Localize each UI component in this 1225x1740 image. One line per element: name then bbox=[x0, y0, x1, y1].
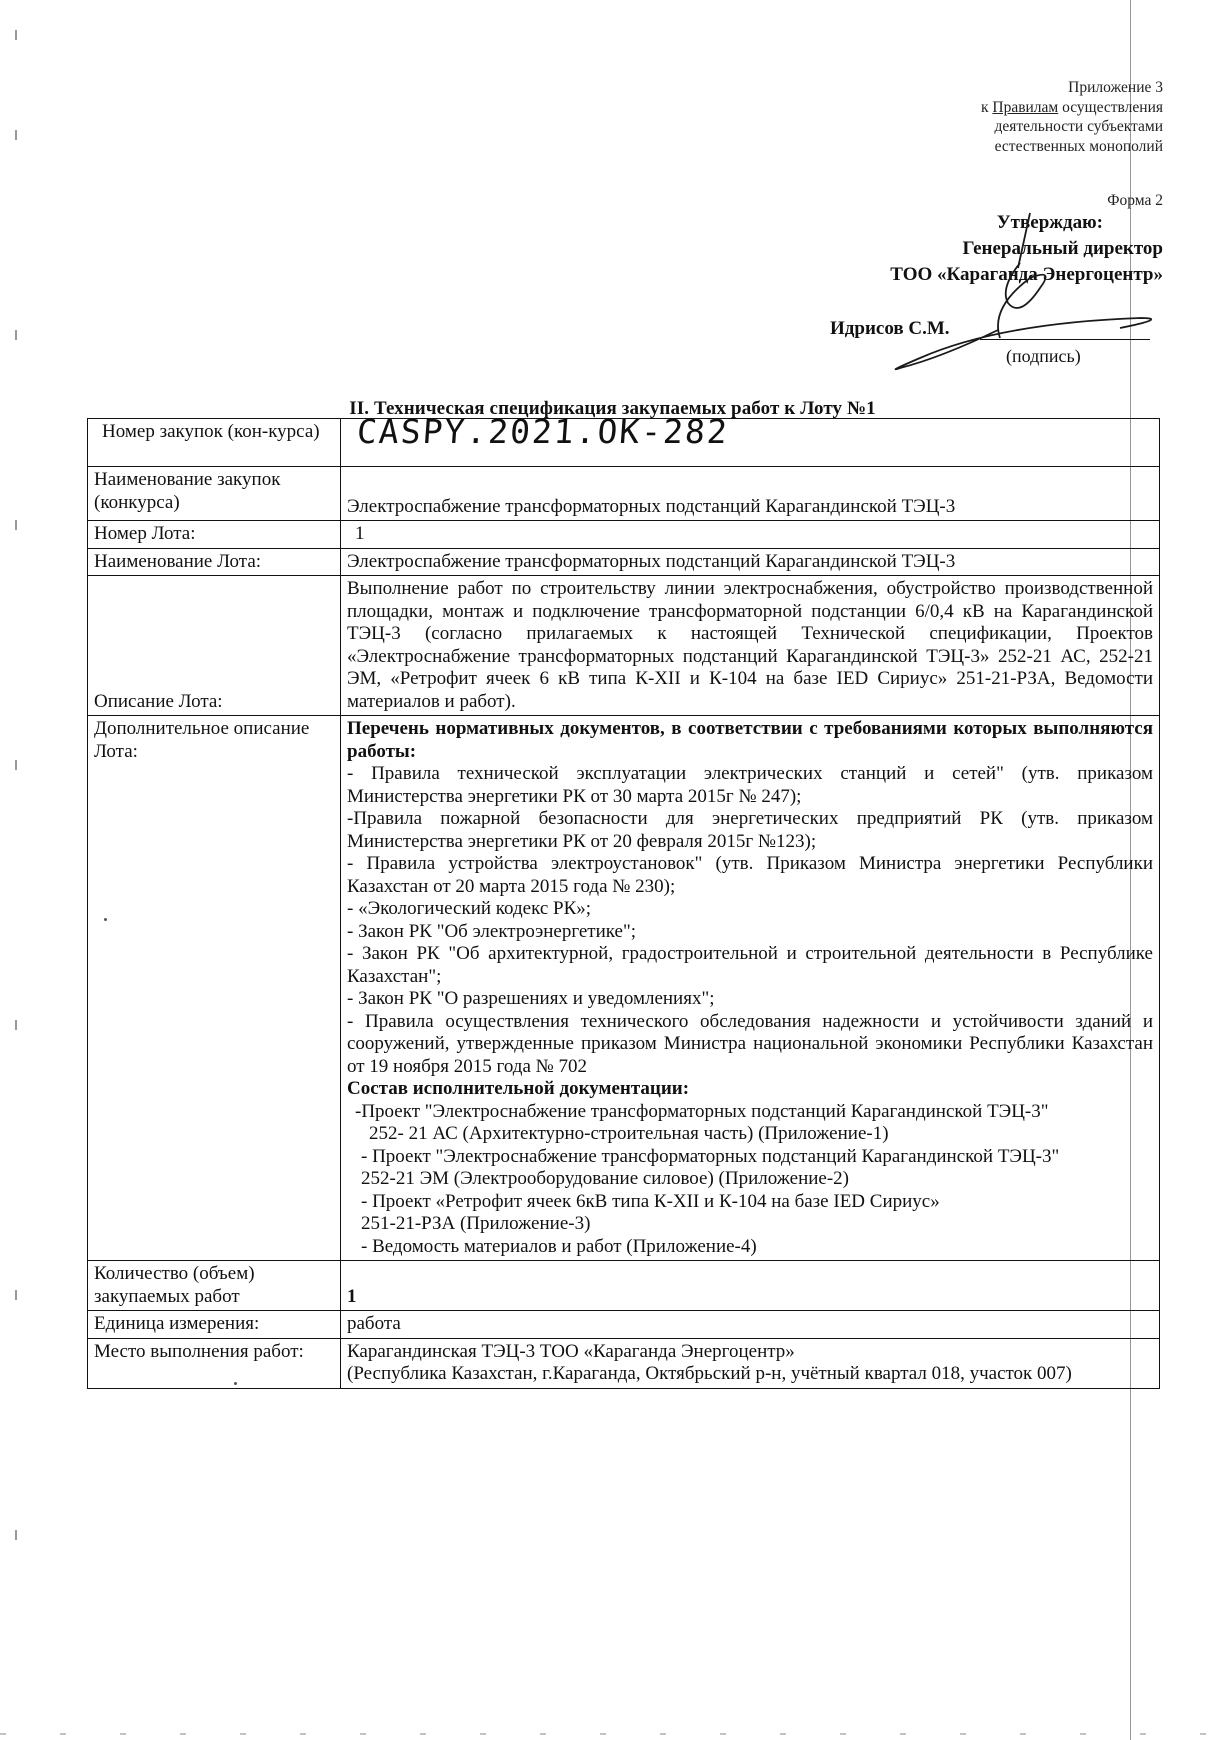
documentation-item: 252- 21 АС (Архитектурно-строительная часть) (Приложение-1) bbox=[369, 1123, 889, 1144]
documentation-heading: Состав исполнительной документации: bbox=[347, 1078, 690, 1099]
lot-number-label: Номер Лота: bbox=[88, 521, 341, 549]
unit-label: Единица измерения: bbox=[88, 1311, 341, 1339]
documentation-item: -Проект "Электроснабжение трансформаторных подстанций Карагандинской ТЭЦ-3" bbox=[355, 1100, 1049, 1122]
normative-item: - Закон РК "О разрешениях и уведомлениях"; bbox=[347, 988, 715, 1009]
scan-noise bbox=[0, 1733, 1225, 1735]
approval-position: Генеральный директор bbox=[962, 238, 1163, 259]
table-row bbox=[88, 576, 1160, 716]
normative-item: - «Экологический кодекс РК»; bbox=[347, 898, 592, 919]
appendix-line bbox=[981, 98, 1163, 118]
table-row bbox=[88, 1261, 1160, 1311]
appendix-suffix: осуществления bbox=[1058, 98, 1163, 116]
table-row bbox=[88, 419, 1160, 467]
scan-mark bbox=[15, 1530, 17, 1540]
scan-mark bbox=[15, 330, 17, 340]
row-value bbox=[341, 521, 1160, 549]
procurement-number-value: CASPY.2021.OK-282 bbox=[355, 412, 731, 451]
appendix-line: деятельности субъектами bbox=[994, 118, 1163, 135]
table-row bbox=[88, 1311, 1160, 1339]
documentation-item: - Ведомость материалов и работ (Приложение-4) bbox=[361, 1235, 757, 1257]
normative-item: - Правила устройства электроустановок" (утв. Приказом Министра энергетики Республики Казахстан от 20 марта 2015 года № 230); bbox=[347, 853, 1153, 897]
table-row bbox=[88, 521, 1160, 549]
signer-name: Идрисов С.М. bbox=[830, 318, 950, 339]
work-location-line: Карагандинская ТЭЦ-3 ТОО «Караганда Энергоцентр» bbox=[347, 1340, 795, 1362]
scan-mark bbox=[15, 30, 17, 40]
lot-description-label: Описание Лота: bbox=[88, 576, 341, 716]
table-row bbox=[88, 467, 1160, 521]
normative-item: - Правила осуществления технического обследования надежности и устойчивости зданий и сооружений, утвержденные приказом Министра национальной экономики Республики Казахстан от 19 ноября 2015 года № 702 bbox=[347, 1010, 1153, 1077]
table-row bbox=[88, 1338, 1160, 1388]
documentation-item: 252-21 ЭМ (Электрооборудование силовое) (Приложение-2) bbox=[361, 1168, 849, 1189]
normative-item: -Правила пожарной безопасности для энергетических предприятий РК (утв. приказом Министерства энергетики РК от 20 февраля 2015г №123); bbox=[347, 808, 1153, 852]
quantity-label: Количество (объем) закупаемых работ bbox=[88, 1261, 341, 1311]
lot-name-label: Наименование Лота: bbox=[88, 548, 341, 576]
work-location-line: (Республика Казахстан, г.Караганда, Октябрьский р-н, учётный квартал 018, участок 007) bbox=[347, 1363, 1072, 1384]
row-value bbox=[341, 412, 1160, 467]
rules-link[interactable]: Правилам bbox=[992, 98, 1059, 116]
specification-table bbox=[87, 412, 1160, 1389]
normative-item: - Закон РК "Об архитектурной, градостроительной и строительной деятельности в Республике Казахстан"; bbox=[347, 943, 1153, 987]
documentation-item: 251-21-РЗА (Приложение-3) bbox=[361, 1213, 591, 1234]
approval-heading: Утверждаю: bbox=[996, 212, 1103, 233]
procurement-name-value: Электроспабжение трансформаторных подстанций Карагандинской ТЭЦ-3 bbox=[341, 467, 1160, 521]
normative-item: - Закон РК "Об электроэнергетике"; bbox=[347, 920, 636, 942]
handwritten-signature bbox=[880, 208, 1180, 388]
documentation-item: - Проект «Ретрофит ячеек 6кВ типа К-XII и К-104 на базе IED Сириус» bbox=[361, 1190, 940, 1212]
scan-mark bbox=[15, 760, 17, 770]
scan-mark bbox=[15, 130, 17, 140]
form-label: Форма 2 bbox=[1107, 192, 1163, 209]
work-location-value bbox=[341, 1338, 1160, 1388]
appendix-note bbox=[981, 78, 1163, 156]
scan-mark bbox=[15, 520, 17, 530]
appendix-line: естественных монополий bbox=[994, 137, 1163, 155]
table-row bbox=[88, 548, 1160, 576]
unit-value: работа bbox=[341, 1311, 1160, 1339]
approval-company: ТОО «Караганда Энергоцентр» bbox=[890, 264, 1163, 285]
appendix-line: Приложение 3 bbox=[1068, 79, 1163, 96]
lot-name-value: Электроспабжение трансформаторных подстанций Карагандинской ТЭЦ-3 bbox=[341, 548, 1160, 576]
quantity-value: 1 bbox=[341, 1261, 1160, 1311]
row-label bbox=[88, 419, 341, 467]
signature-caption: (подпись) bbox=[1006, 346, 1081, 366]
normative-docs-heading: Перечень нормативных документов, в соответствии с требованиями которых выполняются работы: bbox=[347, 718, 1153, 762]
row-label: Наименование закупок (конкурса) bbox=[88, 467, 341, 521]
table-row bbox=[88, 716, 1160, 1261]
documentation-item: - Проект "Электроснабжение трансформаторных подстанций Карагандинской ТЭЦ-3" bbox=[361, 1145, 1060, 1167]
scan-mark bbox=[15, 1020, 17, 1030]
lot-description-value: Выполнение работ по строительству линии электроснабжения, обустройство производственной площадки, монтаж и подключение трансформаторной подстанции 6/0,4 кВ на Карагандинской ТЭЦ-3 (согласно прилагаемых к настоящей Технической спецификации, Проектов «Электроснабжение трансформаторных подстанций Карагандинской ТЭЦ-3» 252-21 АС, 252-21 ЭМ, «Ретрофит ячеек 6 кВ типа К-XII и К-104 на базе IED Сириус» 251-21-РЗА, Ведомости материалов и работ). bbox=[341, 576, 1160, 716]
additional-description-label: Дополнительное описание Лота: bbox=[88, 716, 341, 1261]
lot-number-value: 1 bbox=[355, 523, 365, 544]
page-title: II. Техническая спецификация закупаемых работ к Лоту №1 bbox=[349, 398, 876, 419]
scan-mark bbox=[15, 1290, 17, 1300]
additional-description-value bbox=[341, 716, 1160, 1261]
procurement-number-label: Номер закупок (кон-курса) bbox=[102, 421, 320, 442]
appendix-prefix: к bbox=[980, 98, 993, 116]
normative-item: - Правила технической эксплуатации электрических станций и сетей" (утв. приказом Министерства энергетики РК от 30 марта 2015г № 247); bbox=[347, 763, 1153, 807]
work-location-label: Место выполнения работ: bbox=[88, 1338, 341, 1388]
